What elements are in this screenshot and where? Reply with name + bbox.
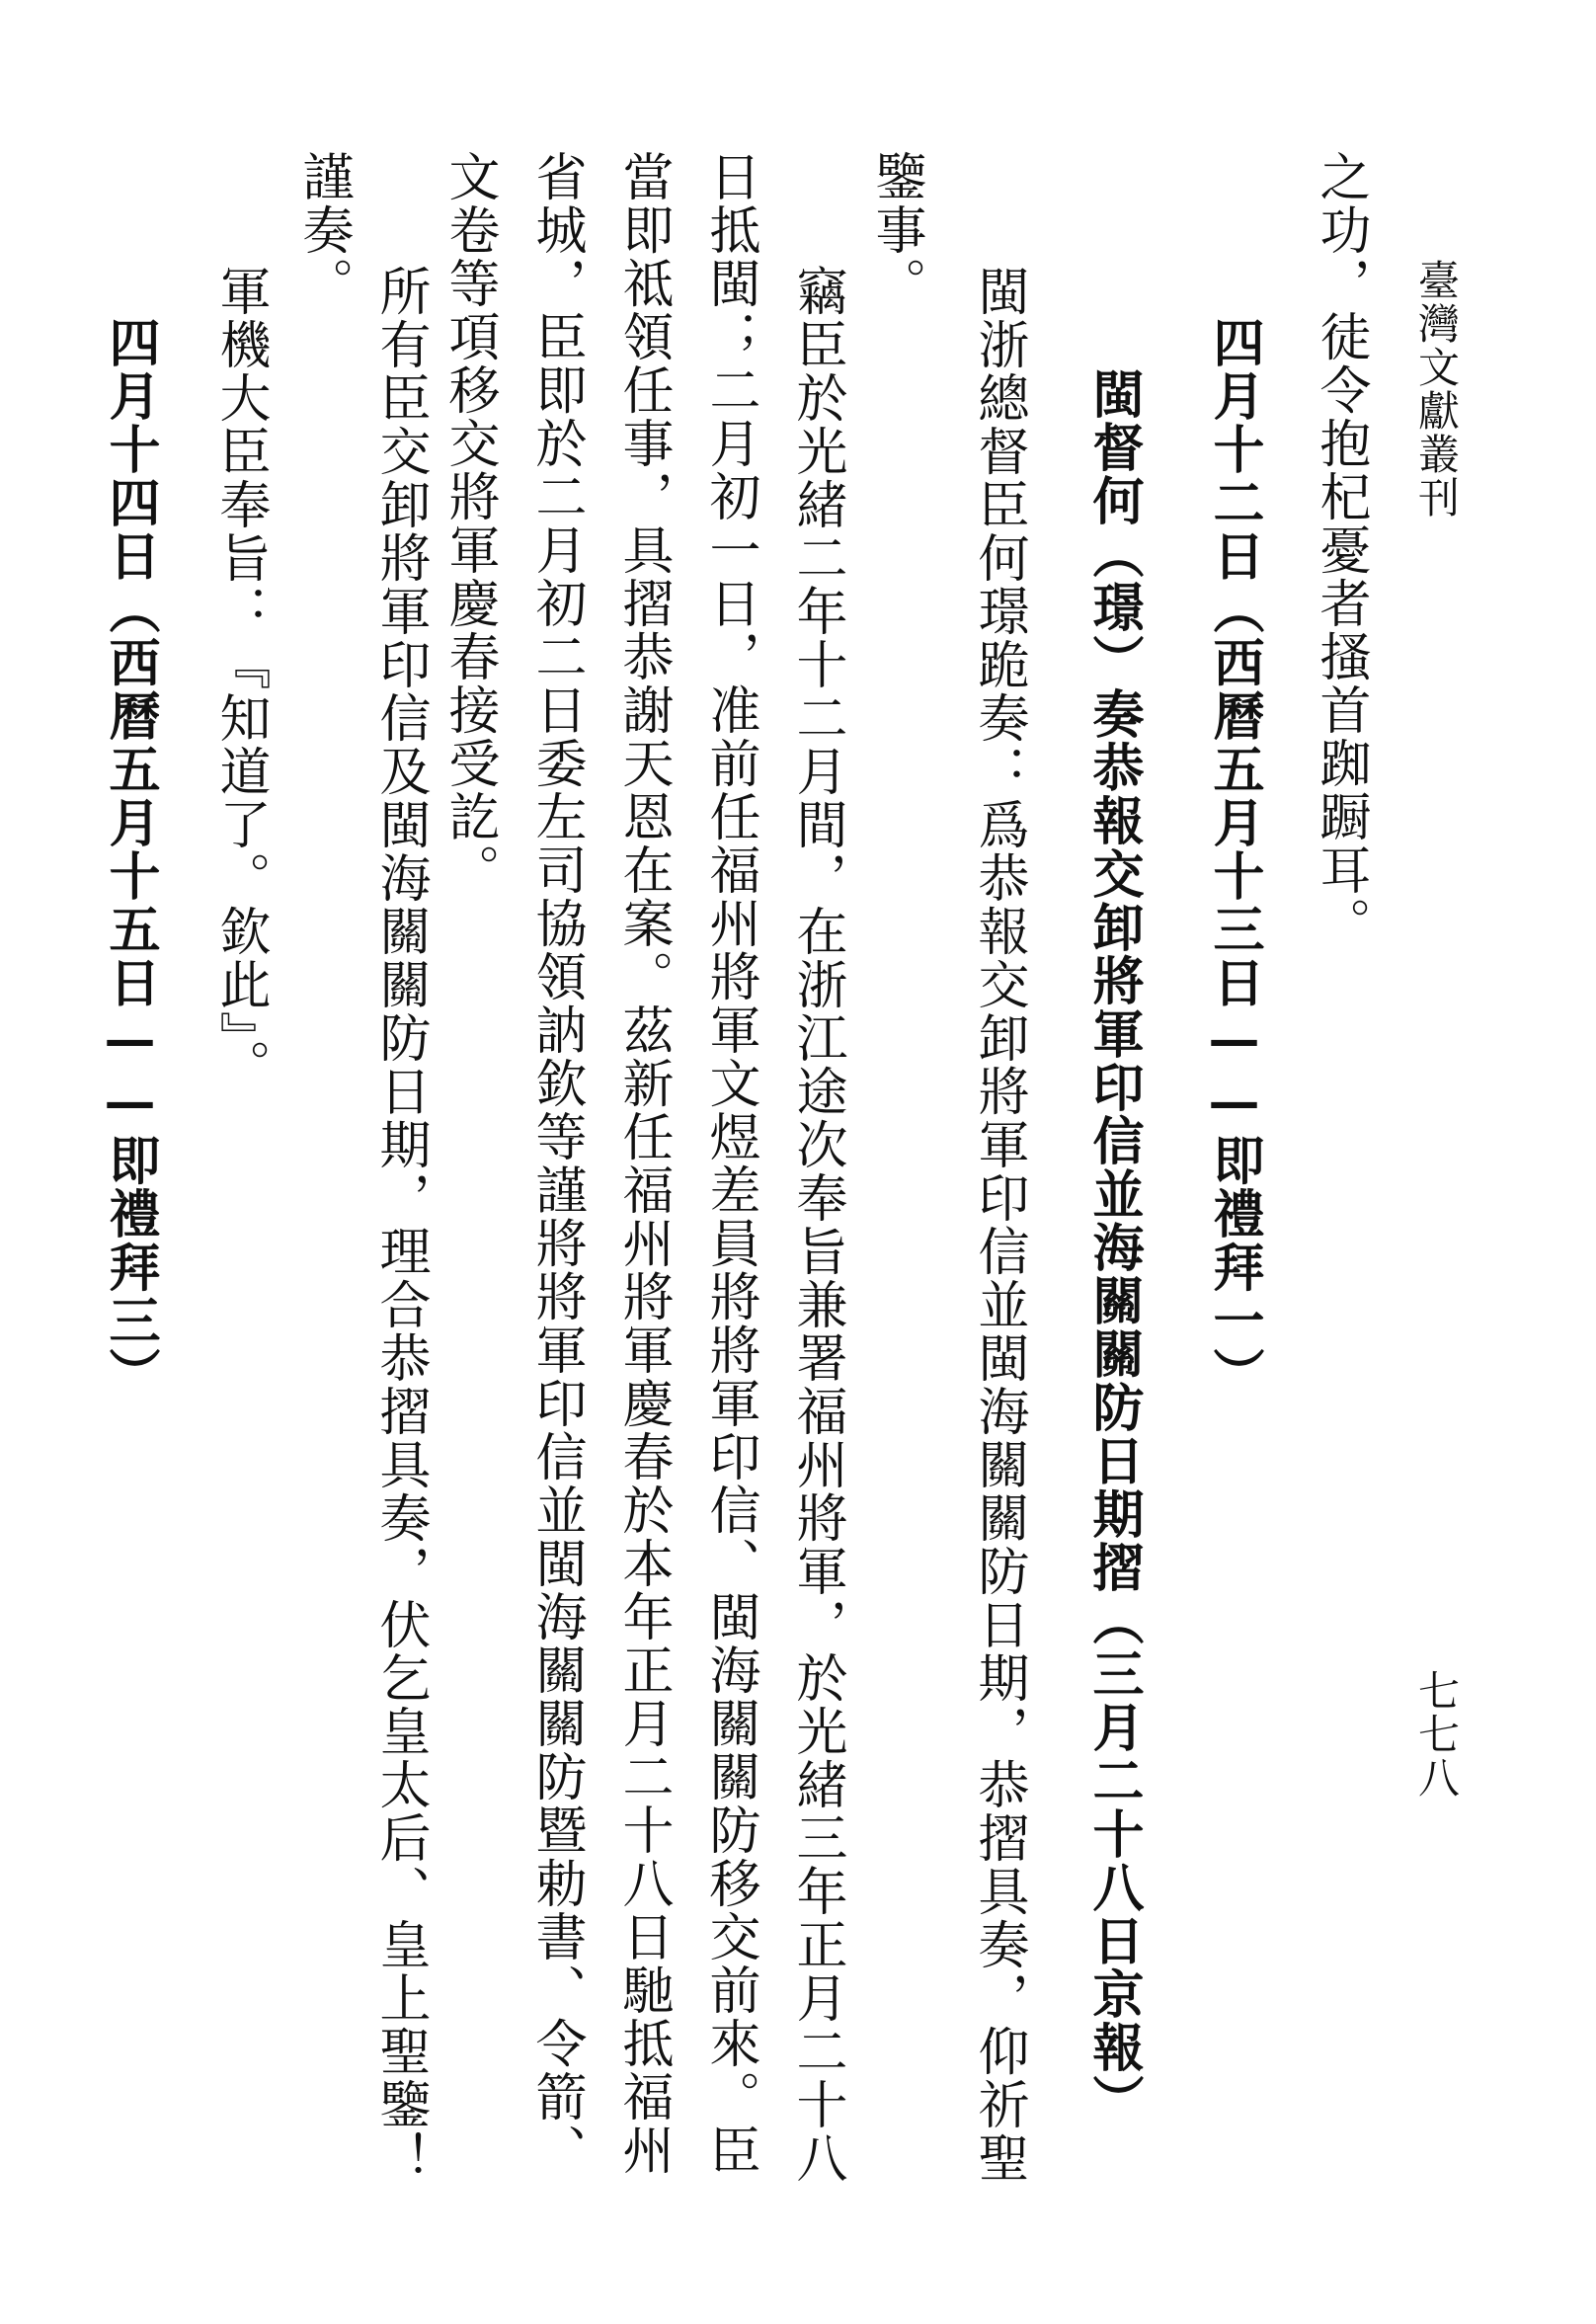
text-column-10: 文卷等項移交將軍慶春接受訖。 bbox=[439, 150, 499, 897]
text-column-12: 謹奏。 bbox=[293, 150, 353, 310]
date-heading-april-14: 四月十四日（西曆五月十五日——即禮拜三） bbox=[100, 316, 160, 1401]
text-column-6: 竊臣於光緒二年十二月間，在浙江途次奉旨兼署福州將軍，於光緒三年正月二十八 bbox=[787, 265, 846, 2185]
text-column-8: 當即祗領任事，具摺恭謝天恩在案。茲新任福州將軍慶春於本年正月二十八日馳抵福州 bbox=[613, 150, 673, 2177]
memorial-title: 閩督何（璟）奏恭報交卸將軍印信並海關關防日期摺（三月二十八日京報） bbox=[1083, 367, 1144, 2127]
text-column-1: 之功，徒令抱杞憂者搔首踟蹰耳。 bbox=[1311, 150, 1370, 950]
text-column-11: 所有臣交卸將軍印信及閩海關關防日期，理合恭摺具奏，伏乞皇太后、皇上聖鑒！ bbox=[370, 265, 430, 2185]
date-heading-april-12: 四月十二日（西曆五月十三日——即禮拜一） bbox=[1204, 316, 1264, 1401]
text-column-7: 日抵閩；二月初一日，准前任福州將軍文煜差員將將軍印信、閩海關關防移交前來。臣 bbox=[700, 150, 759, 2177]
text-column-13: 軍機大臣奉旨：『知道了。欽此』。 bbox=[210, 265, 270, 1092]
text-column-5: 鑒事。 bbox=[866, 150, 925, 310]
text-column-9: 省城，臣即於二月初二日委左司協領訥欽等謹將將軍印信並閩海關關防暨勅書、令箭、 bbox=[526, 150, 586, 2177]
text-column-4: 閩浙總督臣何璟跪奏：爲恭報交卸將軍印信並閩海關關防日期，恭摺具奏，仰祈聖 bbox=[969, 265, 1028, 2185]
series-title: 臺灣文獻叢刊 bbox=[1412, 259, 1461, 520]
page-number: 七七八 bbox=[1412, 1669, 1461, 1800]
